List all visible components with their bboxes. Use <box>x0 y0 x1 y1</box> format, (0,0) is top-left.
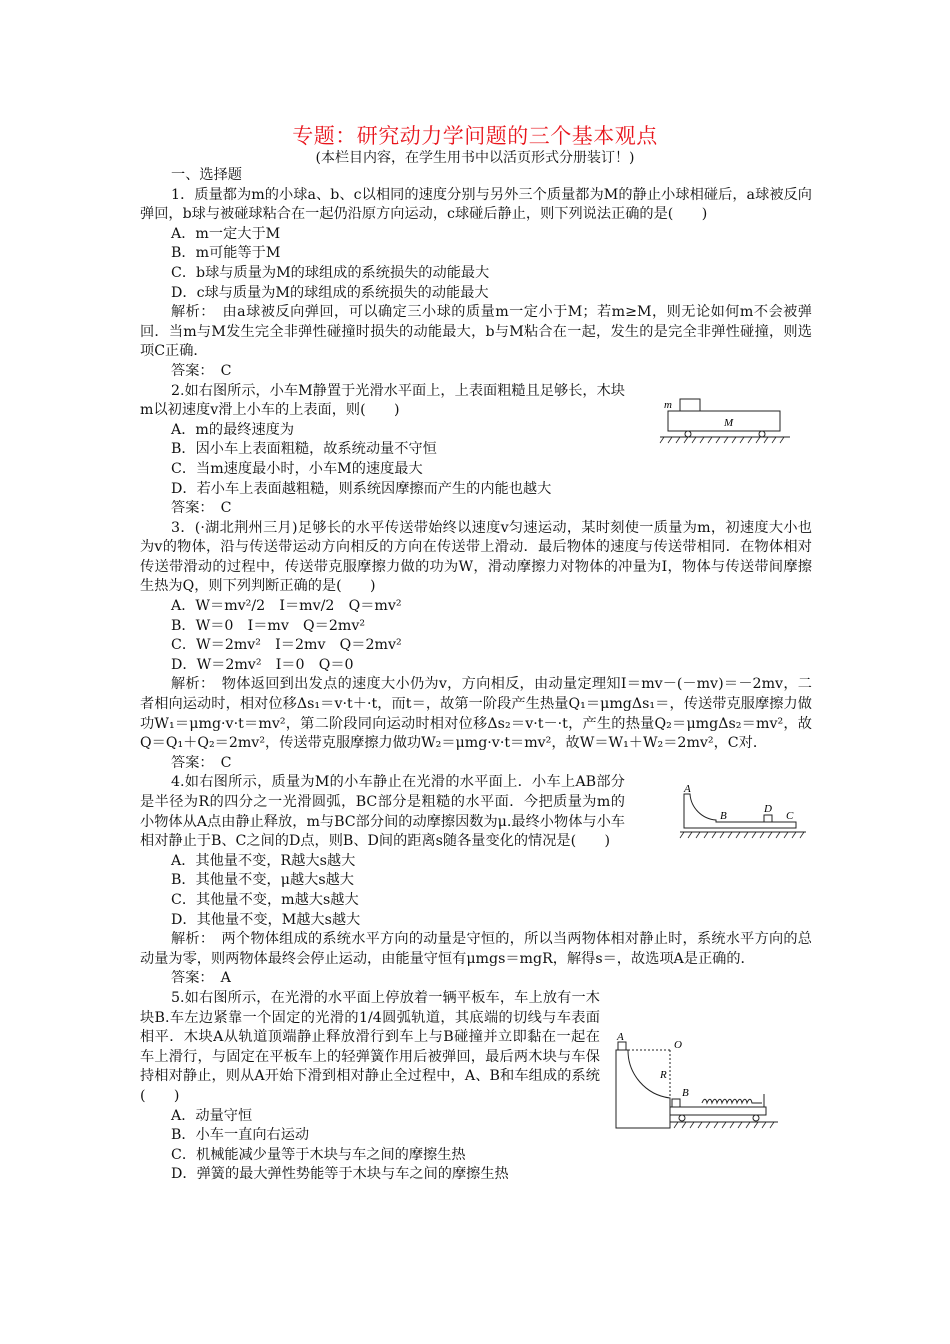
q5-label-O: O <box>674 1039 682 1051</box>
q4-label-B: B <box>720 810 727 822</box>
q5-track-cart-figure <box>614 1028 782 1136</box>
q1-answer: 答案： C <box>171 362 232 379</box>
q4-arc-cart-figure <box>676 782 811 844</box>
q3-analysis: 解析： 物体返回到出发点的速度大小仍为v，方向相反，由动量定理知I＝mv－(－mv)＝－2mv，二者相向运动时，相对位移Δs₁＝v·t＋·t，而t＝，故第一阶段产生热量Q₁＝μmgΔs₁＝，传送带克服摩擦力做功W₁＝μmg·v·t＝mv²，第二阶段同向运动时相对位移Δs₂＝v·t－·t，产生的热量Q₂＝μmgΔs₂＝mv²，故Q＝Q₁＋Q₂＝2mv²，传送带克服摩擦力做功W₂＝μmg·v·t＝mv²，故W＝W₁＋W₂＝2mv²，C对． <box>140 676 812 752</box>
q2-cart-figure <box>658 393 793 445</box>
q3-option-b: B．W＝0 I＝mv Q＝2mv² <box>171 617 366 634</box>
q1-option-a: A．m一定大于M <box>171 225 281 242</box>
q2-label-M: M <box>724 417 734 429</box>
question-2-stem: 2.如右图所示，小车M静置于光滑水平面上，上表面粗糙且足够长，木块m以初速度v滑上小车的上表面，则( ) <box>140 382 625 419</box>
q1-option-d: D．c球与质量为M的球组成的系统损失的动能最大 <box>171 284 489 301</box>
q4-option-d: D．其他量不变，M越大s越大 <box>171 911 361 928</box>
q4-answer: 答案： A <box>171 970 231 987</box>
q5-label-R: R <box>660 1069 667 1081</box>
q2-option-c: C．当m速度最小时，小车M的速度最大 <box>171 460 423 477</box>
q5-label-B: B <box>682 1087 689 1099</box>
q1-option-b: B．m可能等于M <box>171 245 281 262</box>
page-title: 专题：研究动力学问题的三个基本观点 <box>292 124 658 148</box>
question-1-stem: 1．质量都为m的小球a、b、c以相同的速度分别与另外三个质量都为M的静止小球相碰后，a球被反向弹回，b球与被碰球粘合在一起仍沿原方向运动，c球碰后静止，则下列说法正确的是( ) <box>140 186 812 223</box>
q5-option-b: B．小车一直向右运动 <box>171 1127 310 1144</box>
q3-option-a: A．W＝mv²/2 I＝mv/2 Q＝mv² <box>171 598 402 615</box>
q1-analysis: 解析： 由a球被反向弹回，可以确定三小球的质量m一定小于M；若m≥M，则无论如何m不会被弹回．当m与M发生完全非弹性碰撞时损失的动能最大，b与M粘合在一起，发生的是完全非弹性碰撞，则选项C正确． <box>140 304 812 360</box>
question-4-stem: 4.如右图所示，质量为M的小车静止在光滑的水平面上．小车上AB部分是半径为R的四分之一光滑圆弧，BC部分是粗糙的水平面．今把质量为m的小物体从A点由静止释放，m与BC部分间的动摩擦因数为μ.最终小物体与小车相对静止于B、C之间的D点，则B、D间的距离s随各量变化的情况是( ) <box>140 774 625 850</box>
q1-option-c: C．b球与质量为M的球组成的系统损失的动能最大 <box>171 264 490 281</box>
q4-label-C: C <box>786 810 794 822</box>
section-label: 一、选择题 <box>171 167 242 183</box>
q4-label-D: D <box>764 803 772 815</box>
q5-option-d: D．弹簧的最大弹性势能等于木块与车之间的摩擦生热 <box>171 1166 509 1183</box>
q2-label-m: m <box>664 399 672 411</box>
q5-label-A: A <box>617 1031 624 1043</box>
q4-analysis: 解析： 两个物体组成的系统水平方向的动量是守恒的，所以当两物体相对静止时，系统水平方向的总动量为零，则两物体最终会停止运动，由能量守恒有μmgs＝mgR，解得s＝，故选项A是正确的． <box>140 931 812 967</box>
q4-option-b: B．其他量不变，μ越大s越大 <box>171 872 354 889</box>
q2-answer: 答案： C <box>171 500 232 517</box>
q3-option-d: D．W＝2mv² I＝0 Q＝0 <box>171 656 354 673</box>
q2-option-d: D．若小车上表面越粗糙，则系统因摩擦而产生的内能也越大 <box>171 480 552 497</box>
q2-option-a: A．m的最终速度为 <box>171 421 295 438</box>
q5-option-a: A．动量守恒 <box>171 1107 253 1124</box>
q4-option-c: C．其他量不变，m越大s越大 <box>171 891 359 908</box>
q4-option-a: A．其他量不变，R越大s越大 <box>171 852 356 869</box>
q4-label-A: A <box>684 783 691 795</box>
q3-answer: 答案： C <box>171 754 232 771</box>
question-3-stem: 3．(·湖北荆州三月)足够长的水平传送带始终以速度v匀速运动，某时刻使一质量为m，初速度大小也为v的物体，沿与传送带运动方向相反的方向在传送带上滑动．最后物体的速度与传送带相同．在物体相对传送带滑动的过程中，传送带克服摩擦力做的功为W，滑动摩擦力对物体的冲量为I，物体与传送带间摩擦生热为Q，则下列判断正确的是( ) <box>140 519 812 595</box>
q2-option-b: B．因小车上表面粗糙，故系统动量不守恒 <box>171 441 437 458</box>
page-subtitle: (本栏目内容，在学生用书中以活页形式分册装订！) <box>315 150 635 166</box>
q5-option-c: C．机械能减少量等于木块与车之间的摩擦生热 <box>171 1146 466 1163</box>
question-5-stem: 5.如右图所示，在光滑的水平面上停放着一辆平板车，车上放有一木块B.车左边紧靠一个固定的光滑的1/4圆弧轨道，其底端的切线与车表面相平．木块A从轨道顶端静止释放滑行到车上与B碰撞并立即黏在一起在车上滑行，与固定在平板车上的轻弹簧作用后被弹回，最后两木块与车保持相对静止，则从A开始下滑到相对静止全过程中，A、B和车组成的系统( ) <box>140 989 600 1104</box>
q3-option-c: C．W＝2mv² I＝2mv Q＝2mv² <box>171 637 402 654</box>
